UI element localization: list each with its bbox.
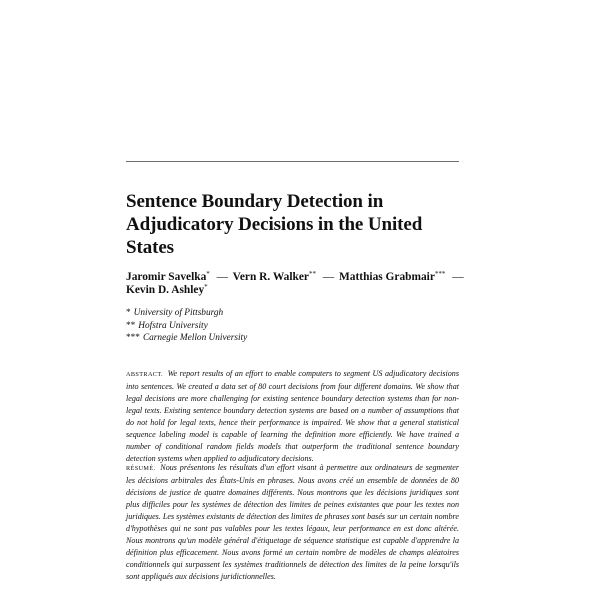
affiliation-mark: * xyxy=(126,308,131,318)
author-list xyxy=(126,271,471,297)
author-separator: — xyxy=(216,271,229,283)
author-name: Jaromir Savelka xyxy=(126,271,207,283)
author-separator: — xyxy=(452,271,464,283)
abstract-text: We report results of an effort to enable computers to segment US adjudicatory decisions into sentences. We created a data set of 80 court decisions from four different domains. We show that legal decisions are more challenging for existing sentence boundary detection systems than for non-legal texts. Existing sentence boundary detection systems are based on a number of assumptions that do not hold for legal texts, hence their performance is impaired. We show that a general statistical sequence labeling model is capable of learning the definition more efficiently. We have trained a number of conditional random fields models that outperform the traditional sentence boundary detection systems when applied to adjudicatory decisions. xyxy=(126,369,460,463)
affiliation-name: Hofstra University xyxy=(138,320,208,331)
abstract-label: ABSTRACT. xyxy=(126,371,164,378)
affiliation xyxy=(126,320,426,333)
author-affiliation-mark: * xyxy=(206,270,210,278)
abstract xyxy=(126,368,459,465)
author-name: Kevin D. Ashley xyxy=(126,284,205,296)
affiliation-name: Carnegie Mellon University xyxy=(142,333,248,343)
affiliation xyxy=(126,332,426,345)
affiliation xyxy=(126,307,426,320)
resume-label: RÉSUMÉ. xyxy=(126,465,156,472)
author-affiliation-mark: *** xyxy=(434,270,446,278)
affiliation-mark: ** xyxy=(126,320,136,331)
resume-text: Nous présentons les résultats d'un effort visant à permettre aux ordinateurs de segmenter les décisions arbitrales des États-Unis en phrases. Nous avons créé un ensemble de données de 80 décisions de justice de quatre domaines différents. Nous montrons que les décisions juridiques sont plus difficiles pour les systèmes de détection des limites de peines existantes que pour les textes non juridiques. Les systèmes existants de détection des limites de phrases sont basés sur un certain nombre d'hypothèses qui ne sont pas valables pour les textes légaux, leur performance en est donc altérée. Nous montrons qu'un modèle général d'étiquetage de séquence statistique est capable d'apprendre la définition plus efficacement. Nous avons formé un certain nombre de modèles de champs aléatoires conditionnels qui surpassent les systèmes traditionnels de détection des limites de la peine lorsqu'ils sont appliqués aux décisions juridictionnelles. xyxy=(126,463,459,582)
author-separator: — xyxy=(322,271,335,283)
author-name: Matthias Grabmair xyxy=(339,271,435,283)
affiliation-list xyxy=(126,307,426,345)
header-rule xyxy=(126,161,459,162)
author-affiliation-mark: ** xyxy=(308,270,316,278)
paper-title: Sentence Boundary Detection in Adjudicatory Decisions in the United States xyxy=(126,191,423,258)
author-name: Vern R. Walker xyxy=(232,271,309,283)
affiliation-name: University of Pittsburgh xyxy=(133,308,224,318)
affiliation-mark: *** xyxy=(126,333,140,343)
resume xyxy=(126,462,459,583)
author-affiliation-mark: * xyxy=(204,283,208,291)
